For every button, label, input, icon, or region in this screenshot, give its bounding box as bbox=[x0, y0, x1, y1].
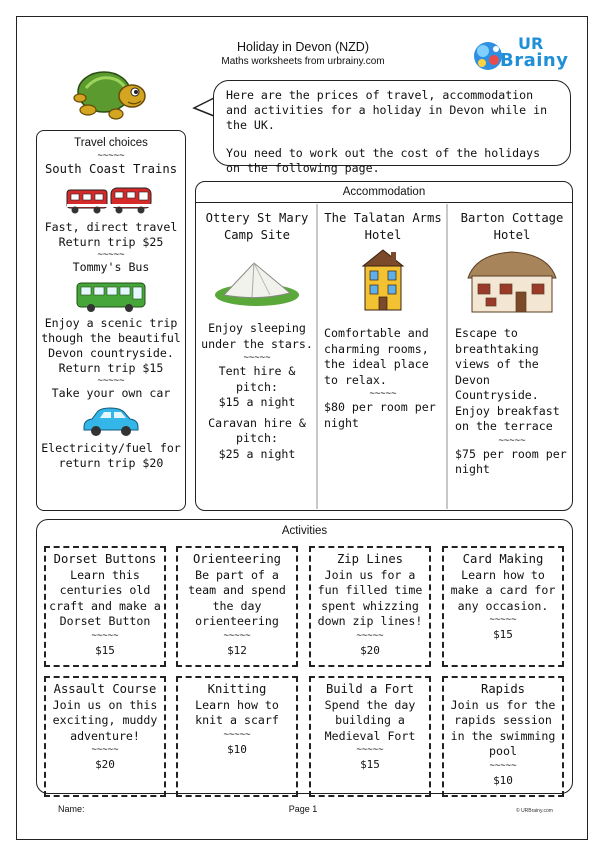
activity-desc: Spend the day building a Medieval Fort bbox=[324, 697, 416, 743]
activity-title: Dorset Buttons bbox=[53, 552, 157, 566]
activity-title: Card Making bbox=[462, 552, 544, 566]
separator: ~~~~~ bbox=[223, 729, 251, 740]
activity-desc: Join us on this exciting, muddy adventure! bbox=[52, 697, 158, 743]
logo-text-ur: UR bbox=[518, 34, 544, 53]
green-bus-icon bbox=[75, 281, 147, 313]
activity-card-orienteering bbox=[176, 546, 298, 667]
cottage-column bbox=[455, 204, 569, 509]
separator: ~~~~~ bbox=[223, 630, 251, 641]
hotel-building-icon bbox=[359, 248, 407, 312]
activity-card-dorset-buttons bbox=[44, 546, 166, 667]
caravan-label: Caravan hire & pitch: bbox=[208, 415, 306, 445]
intro-text-1: Here are the prices of travel, accommodation and activities for a holiday in Devon while in the UK. bbox=[226, 88, 548, 132]
caravan-price: $25 a night bbox=[218, 446, 296, 461]
page-title: Holiday in Devon (NZD) bbox=[237, 40, 369, 54]
separator: ~~~~~ bbox=[97, 376, 125, 386]
page-number: Page 1 bbox=[288, 804, 318, 814]
activity-title: Orienteering bbox=[192, 552, 282, 566]
train-option-name: South Coast Trains bbox=[44, 162, 178, 176]
separator: ~~~~~ bbox=[356, 745, 384, 755]
tent-label: Tent hire & pitch: bbox=[218, 364, 296, 394]
name-label: Name: bbox=[58, 804, 85, 814]
accommodation-panel bbox=[195, 181, 573, 511]
activity-price: $10 bbox=[493, 773, 513, 787]
accommodation-heading: Accommodation bbox=[196, 182, 572, 203]
activity-card-assault-course bbox=[44, 676, 166, 797]
travel-heading: Travel choices bbox=[74, 137, 148, 149]
column-divider bbox=[316, 204, 318, 509]
bus-option-price: Return trip $15 bbox=[58, 361, 164, 375]
activity-price: $10 bbox=[227, 742, 247, 756]
hotel-column bbox=[324, 204, 442, 509]
separator: ~~~~~ bbox=[498, 435, 526, 446]
activity-title: Assault Course bbox=[53, 682, 157, 696]
hotel-name: The Talatan Arms Hotel bbox=[324, 211, 442, 242]
logo-text-brainy: Brainy bbox=[500, 50, 569, 71]
column-divider bbox=[446, 204, 448, 509]
hotel-desc: Comfortable and charming rooms, the ideal place to relax. bbox=[324, 326, 429, 387]
activity-card-knitting bbox=[176, 676, 298, 797]
activity-card-zip-lines bbox=[309, 546, 431, 667]
activity-desc: Join us for the rapids session in the swimming pool bbox=[450, 697, 556, 758]
separator: ~~~~~ bbox=[91, 745, 119, 755]
turtle-mascot-icon bbox=[66, 62, 162, 126]
camp-site-column bbox=[200, 204, 314, 509]
separator: ~~~~~ bbox=[97, 250, 125, 260]
travel-choices-panel bbox=[36, 130, 186, 511]
camp-site-name: Ottery St Mary Camp Site bbox=[205, 211, 309, 242]
activity-desc: Learn how to knit a scarf bbox=[195, 697, 279, 727]
train-option-price: Return trip $25 bbox=[58, 235, 164, 249]
separator: ~~~~~ bbox=[243, 353, 271, 363]
separator: ~~~~~ bbox=[356, 630, 384, 641]
separator: ~~~~~ bbox=[489, 760, 517, 771]
hotel-price: $80 per room per night bbox=[324, 400, 436, 430]
activity-title: Rapids bbox=[480, 682, 526, 696]
camp-site-desc: Enjoy sleeping under the stars. bbox=[201, 321, 313, 351]
copyright-notice: © URBrainy.com bbox=[516, 808, 553, 814]
activity-desc: Learn how to make a card for any occasion. bbox=[450, 567, 556, 613]
separator: ~~~~~ bbox=[97, 151, 125, 161]
activity-desc: Be part of a team and spend the day orienteering bbox=[188, 567, 286, 628]
train-option-desc: Fast, direct travel bbox=[44, 220, 178, 234]
car-option-desc: Electricity/fuel for return trip $20 bbox=[41, 441, 181, 470]
activity-desc: Learn this centuries old craft and make a Dorset Button bbox=[49, 567, 161, 628]
car-option-name: Take your own car bbox=[51, 386, 171, 400]
separator: ~~~~~ bbox=[91, 630, 119, 641]
red-train-icon bbox=[65, 182, 157, 216]
activity-card-card-making bbox=[442, 546, 564, 667]
activity-title: Knitting bbox=[207, 682, 267, 696]
tent-icon bbox=[212, 249, 302, 309]
separator: ~~~~~ bbox=[369, 389, 397, 399]
activity-card-build-a-fort bbox=[309, 676, 431, 797]
bus-option-name: Tommy's Bus bbox=[72, 260, 150, 274]
activity-price: $15 bbox=[95, 643, 115, 657]
activity-price: $15 bbox=[493, 628, 513, 641]
thatched-cottage-icon bbox=[466, 248, 558, 314]
page-subtitle: Maths worksheets from urbrainy.com bbox=[221, 56, 385, 67]
activity-price: $12 bbox=[227, 643, 247, 657]
activities-panel bbox=[36, 519, 573, 794]
activity-desc: Join us for a fun filled time spent whizzing down zip lines! bbox=[317, 567, 423, 628]
separator: ~~~~~ bbox=[489, 615, 517, 625]
activity-title: Build a Fort bbox=[325, 682, 415, 696]
intro-text-2: You need to work out the cost of the holidays on the following page. bbox=[226, 146, 541, 175]
urbrainy-logo bbox=[470, 34, 570, 74]
cottage-name: Barton Cottage Hotel bbox=[460, 211, 564, 242]
cottage-price: $75 per room per night bbox=[455, 446, 567, 476]
cottage-desc: Escape to breathtaking views of the Devon Countryside. Enjoy breakfast on the terrace bbox=[455, 326, 560, 433]
activity-price: $15 bbox=[360, 758, 380, 771]
activity-card-rapids bbox=[442, 676, 564, 797]
tent-price: $15 a night bbox=[218, 395, 296, 409]
bus-option-desc: Enjoy a scenic trip though the beautiful Devon countryside. bbox=[41, 316, 181, 360]
activities-heading: Activities bbox=[281, 525, 328, 537]
activity-price: $20 bbox=[360, 643, 380, 657]
blue-car-icon bbox=[80, 407, 142, 437]
intro-speech-bubble bbox=[213, 80, 571, 175]
activity-price: $20 bbox=[95, 758, 115, 771]
activity-title: Zip Lines bbox=[336, 552, 404, 566]
